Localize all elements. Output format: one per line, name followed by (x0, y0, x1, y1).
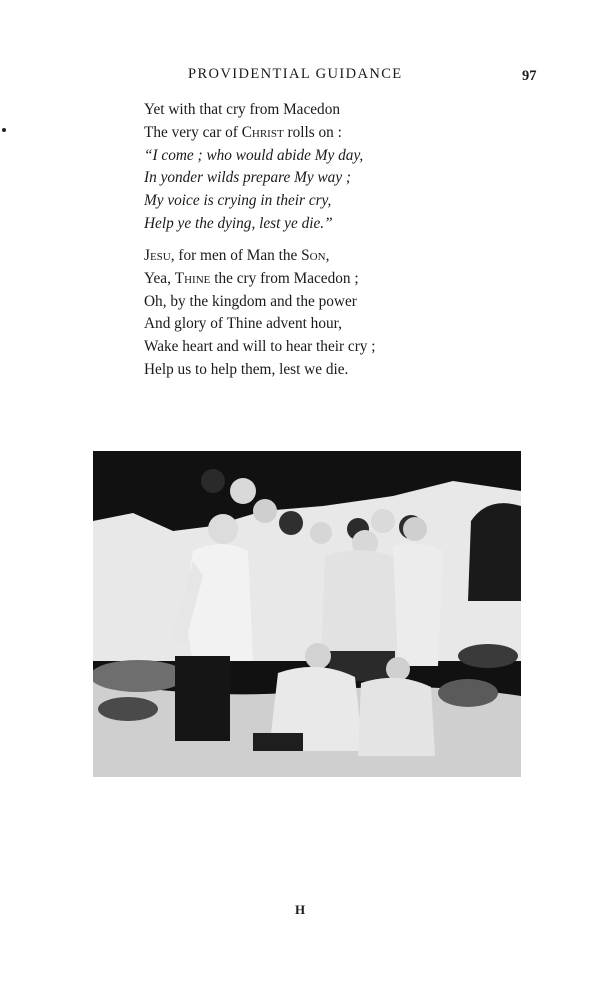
poem-line (144, 122, 363, 145)
poem-line (144, 245, 376, 268)
poem-line: Help ye the dying, lest ye die.” (144, 214, 333, 232)
basket (98, 697, 158, 721)
stanza-2 (144, 245, 376, 382)
basket (458, 644, 518, 668)
standing-figure (187, 544, 253, 661)
seated-figure (321, 550, 401, 656)
running-head: PROVIDENTIAL GUIDANCE (188, 66, 403, 82)
poem-line-part: rolls on : (283, 123, 342, 141)
poem-line: Yet with that cry from Macedon (144, 101, 340, 118)
poem-line: In yonder wilds prepare My way ; (144, 169, 352, 187)
child-figure-legs (253, 733, 303, 751)
standing-figure-legs (175, 656, 230, 741)
poem-line-part: Yea, (144, 269, 175, 287)
page-number: 97 (522, 68, 537, 84)
poem-line-part: , for men of Man the (170, 247, 302, 264)
figure-head (310, 522, 332, 544)
poem-line: Oh, by the kingdom and the power (144, 292, 357, 310)
divine-name: Christ (241, 123, 284, 141)
doorway (468, 503, 521, 601)
poem-line: And glory of Thine advent hour, (144, 315, 342, 333)
stanza-1 (144, 99, 363, 236)
group-photograph (93, 451, 521, 777)
poem-line: Wake heart and will to hear their cry ; (144, 338, 376, 356)
poem-line-part: The very car of (144, 123, 242, 141)
poem-line-part: the cry from Macedon ; (210, 269, 359, 287)
divine-name: Thine (174, 269, 211, 287)
poem-line: Help us to help them, lest we die. (144, 360, 349, 378)
figure-head (208, 514, 238, 544)
figure-head (279, 511, 303, 535)
basket (93, 660, 186, 692)
poem-line: “I come ; who would abide My day, (144, 146, 364, 164)
basket (438, 679, 498, 707)
poem-line: My voice is crying in their cry, (144, 192, 332, 210)
child-figure (358, 678, 435, 756)
divine-name: Son (301, 247, 326, 264)
divine-name: Jesu (144, 247, 171, 264)
figure-head (403, 517, 427, 541)
figure-head (371, 509, 395, 533)
standing-figure (393, 543, 443, 666)
figure-head (386, 657, 410, 681)
figure-head (305, 643, 331, 669)
poem-line (144, 268, 376, 291)
poem-line-part: , (325, 247, 330, 264)
photo-illustration (93, 451, 521, 777)
figure-head (253, 499, 277, 523)
signature-mark: H (295, 902, 306, 917)
figure-head (230, 478, 256, 504)
margin-mark (2, 128, 6, 132)
figure-head (201, 469, 225, 493)
